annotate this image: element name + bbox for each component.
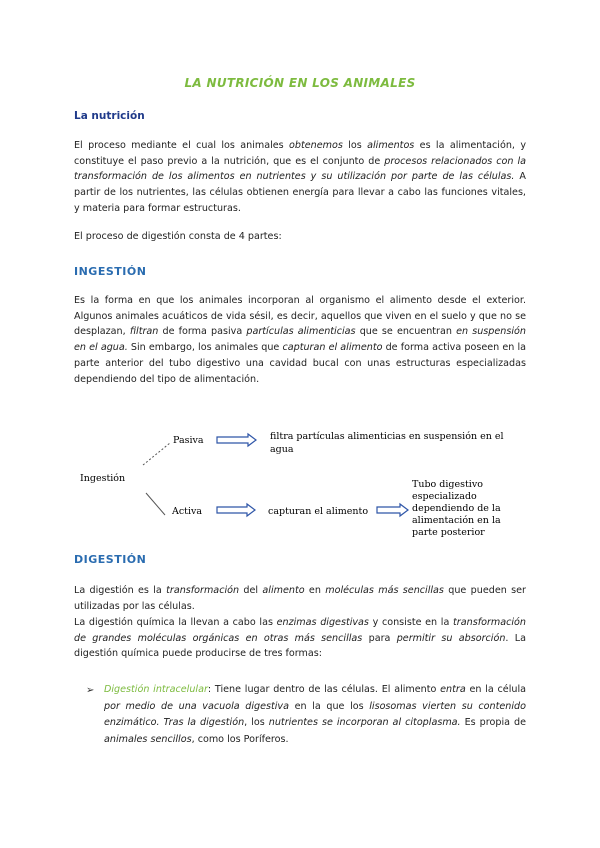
section-heading-digestion: DIGESTIÓN [74,553,147,566]
ingestion-diagram [0,415,600,545]
arrow-icon [217,434,256,446]
diagram-root-label: Ingestión [80,473,126,484]
page-title: LA NUTRICIÓN EN LOS ANIMALES [184,76,416,90]
paragraph-partes: El proceso de digestión consta de 4 partes: [74,231,282,242]
branch-line-passive [143,443,170,465]
diagram-active-result-line3: dependiendo de la [412,503,501,514]
list-item-digestion-intracelular: Digestión intracelular: Tiene lugar dentro de las células. El alimento entra en la célula por medio de una vacuola digestiva en la que los lisosomas vierten su contenido enzimático. Tras la digestión, los nutrientes se incorporan al citoplasma. Es propia de animales sencillos, como los Poríferos. [104,684,526,745]
diagram-active-result-line1: Tubo digestivo [412,479,483,490]
arrow-icon [217,504,255,516]
diagram-passive-result-line2: agua [270,444,294,455]
diagram-active-middle: capturan el alimento [268,506,369,517]
bullet-arrow-icon: ➢ [86,685,95,696]
paragraph-digestion-def: La digestión es la transformación del alimento en moléculas más sencillas que pueden ser utilizadas por las células. [74,585,526,612]
diagram-active-result-line5: parte posterior [412,527,485,538]
branch-line-active [146,493,165,515]
section-heading-nutricion: La nutrición [74,110,145,122]
diagram-active-label: Activa [172,506,203,517]
section-heading-ingestion: INGESTIÓN [74,265,147,278]
diagram-active-result-line4: alimentación en la [412,515,501,526]
diagram-passive-result-line1: filtra partículas alimenticias en suspensión en el [270,431,504,442]
paragraph-ingestion: Es la forma en que los animales incorporan al organismo el alimento desde el exterior. Algunos animales acuáticos de vida sésil, es decir, aquellos que viven en el suelo y que no se desplazan, filtran de forma pasiva partículas alimenticias que se encuentran en suspensión en el agua. Sin embargo, los animales que capturan el alimento de forma activa poseen en la parte anterior del tubo digestivo una cavidad bucal con unas estructuras especializadas dependiendo del tipo de alimentación. [74,295,526,385]
paragraph-digestion-quimica: La digestión química la llevan a cabo las enzimas digestivas y consiste en la transformación de grandes moléculas orgánicas en otras más sencillas para permitir su absorción. La digestión química puede producirse de tres formas: [74,617,527,660]
diagram-passive-label: Pasiva [173,435,204,446]
arrow-icon [377,504,408,516]
diagram-active-result-line2: especializado [412,491,477,502]
paragraph-alimentacion: El proceso mediante el cual los animales obtenemos los alimentos es la alimentación, y constituye el paso previo a la nutrición, que es el conjunto de procesos relacionados con la transformación de los alimentos en nutrientes y su utilización por parte de las células. A partir de los nutrientes, las células obtienen energía para llevar a cabo las funciones vitales, y materia para formar estructuras. [74,140,526,214]
